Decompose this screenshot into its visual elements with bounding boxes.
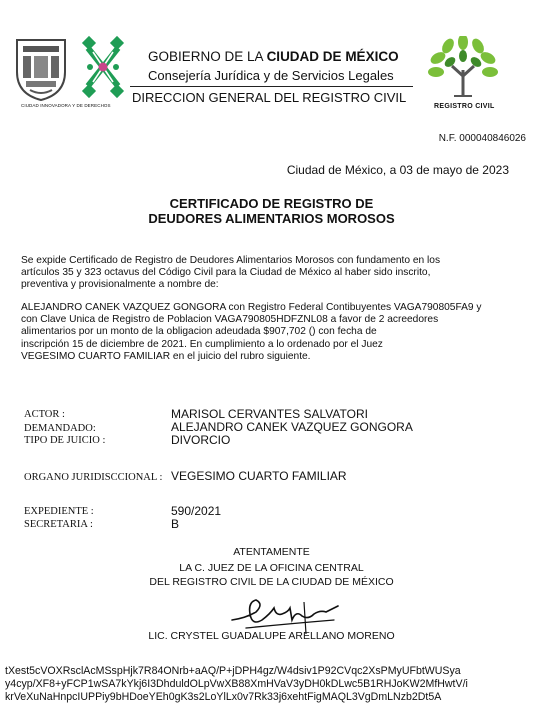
actor-label: ACTOR : — [24, 409, 65, 420]
signer-name: LIC. CRYSTEL GUADALUPE ARELLANO MORENO — [148, 630, 395, 642]
header-directorate: DIRECCION GENERAL DEL REGISTRO CIVIL — [132, 90, 407, 105]
paragraph-line: ALEJANDRO CANEK VAZQUEZ GONGORA con Registro Federal Contibuyentes VAGA790805FA9 y — [21, 302, 482, 313]
seal-string-line: krVeXuNaHnpcIUPPiy9bHDoeYEh0gK3s2LoYlLx0v7Rk33j6xehtFigMAQL3VgDmLNzb2Dt5A — [5, 691, 442, 703]
secretaria-label: SECRETARIA : — [24, 519, 93, 530]
seal-string-line: tXest5cVOXRsclAcMSspHjk7R84ONrb+aAQ/P+jDPH4gz/W4dsiv1P92CVqc2XsPMyUFbtWUSya — [5, 665, 461, 677]
organo-value: VEGESIMO CUARTO FAMILIAR — [171, 469, 347, 483]
cdmx-emblem-logo — [80, 34, 126, 100]
paragraph-line: Se expide Certificado de Registro de Deudores Alimentarios Morosos con fundamento en los — [21, 255, 441, 266]
paragraph-line: alimentarios por un monto de la obligacion adeudada $907,702 () con fecha de — [21, 326, 377, 338]
paragraph-line: preventiva y provisionalmente a nombre de: — [21, 279, 219, 291]
document-title-line2: DEUDORES ALIMENTARIOS MOROSOS — [148, 211, 395, 226]
signer-title-line1: LA C. JUEZ DE LA OFICINA CENTRAL — [179, 562, 364, 574]
header-prefix: GOBIERNO DE LA — [148, 49, 263, 64]
paragraph-line: artículos 35 y 323 octavus del Código Civil para la Ciudad de México al haber sido inscrito, — [21, 267, 431, 279]
paragraph-line: con Clave Unica de Registro de Poblacion VAGA790805HDFZNL08 a favor de 2 acreedores — [21, 314, 439, 326]
folio-number: N.F. 000040846026 — [438, 133, 526, 144]
closing-atentamente: ATENTAMENTE — [233, 546, 310, 558]
legal-basis-paragraph — [21, 255, 516, 292]
demandado-label: DEMANDADO: — [24, 423, 96, 434]
secretaria-value: B — [171, 517, 180, 531]
tipo-juicio-label: TIPO DE JUICIO : — [24, 435, 106, 446]
organo-label: ORGANO JURIDISCCIONAL : — [24, 472, 163, 483]
demandado-value: ALEJANDRO CANEK VAZQUEZ GONGORA — [171, 420, 413, 434]
document-title-line1: CERTIFICADO DE REGISTRO DE — [169, 196, 374, 211]
expediente-value: 590/2021 — [171, 504, 222, 518]
header-city-name: CIUDAD DE MÉXICO — [266, 49, 399, 64]
issue-date: Ciudad de México, a 03 de mayo de 2023 — [286, 163, 509, 177]
paragraph-line: inscripción 15 de diciembre de 2021. En cumplimiento a lo ordenado por el Juez — [21, 338, 383, 350]
actor-value: MARISOL CERVANTES SALVATORI — [171, 407, 368, 421]
tipo-juicio-value: DIVORCIO — [171, 433, 231, 447]
seal-caption: CIUDAD INNOVADORA Y DE DERECHOS — [21, 103, 111, 108]
header-government-line — [148, 49, 399, 64]
header-divider — [130, 86, 413, 87]
header-department: Consejería Jurídica y de Servicios Legales — [148, 68, 394, 83]
seal-string-line: y4cyp/XF8+yFCP1wSA7kYkj6I3DhduldOLpVwXB88XmHVaV3yDH0kDLwc5B1RHJoKW2MfHwtV/i — [5, 678, 468, 690]
digital-seal-string — [5, 665, 539, 704]
signer-title-line2: DEL REGISTRO CIVIL DE LA CIUDAD DE MÉXICO — [149, 576, 394, 588]
expediente-label: EXPEDIENTE : — [24, 506, 94, 517]
registro-civil-tree-logo — [426, 36, 500, 102]
cdmx-seal-logo — [14, 36, 68, 102]
paragraph-line: VEGESIMO CUARTO FAMILIAR en el juicio del rubro siguiente. — [21, 350, 311, 362]
registro-civil-caption: REGISTRO CIVIL — [434, 103, 495, 110]
debtor-details-paragraph — [21, 302, 516, 363]
